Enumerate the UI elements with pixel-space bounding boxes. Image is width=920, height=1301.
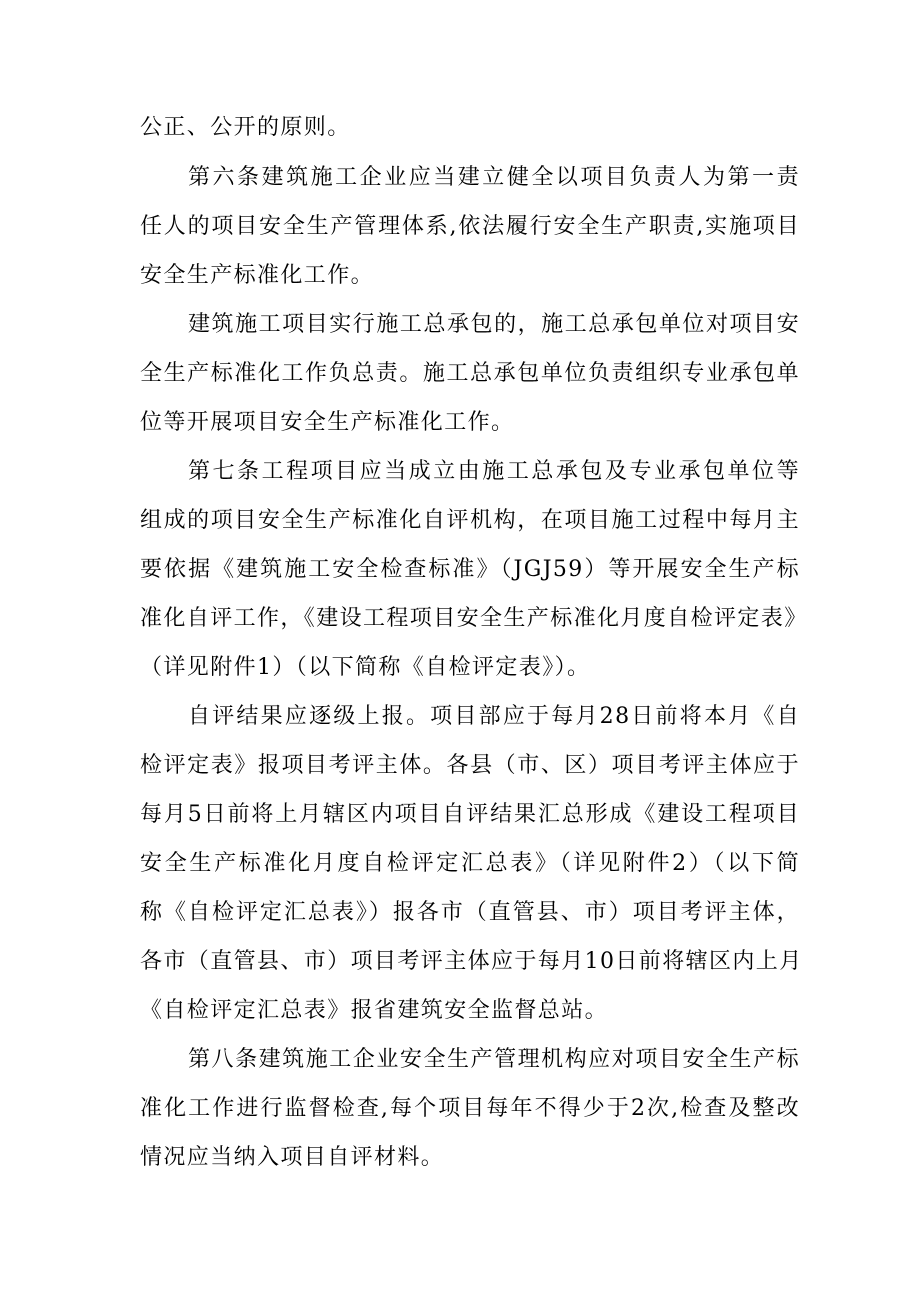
paragraph-line: 每月5日前将上月辖区内项目自评结果汇总形成《建设工程项目 (140, 802, 800, 827)
paragraph-line: 组成的项目安全生产标准化自评机构，在项目施工过程中每月主 (140, 508, 800, 533)
paragraph-line: 第七条工程项目应当成立由施工总承包及专业承包单位等 (188, 459, 800, 484)
paragraph-line: 称《自检评定汇总表》）报各市（直管县、市）项目考评主体， (140, 900, 800, 925)
paragraph-line: 自评结果应逐级上报。项目部应于每月28日前将本月《自 (188, 704, 800, 729)
paragraph-line: 全生产标准化工作负总责。施工总承包单位负责组织专业承包单 (140, 361, 800, 386)
paragraph-line: 准化自评工作，《建设工程项目安全生产标准化月度自检评定表》 (140, 606, 808, 631)
paragraph-line: 公正、公开的原则。 (140, 115, 351, 140)
paragraph-line: 情况应当纳入项目自评材料。 (140, 1145, 445, 1170)
paragraph-line: 安全生产标准化工作。 (140, 263, 375, 288)
paragraph-line: 位等开展项目安全生产标准化工作。 (140, 410, 515, 435)
paragraph-line: 检评定表》报项目考评主体。各县（市、区）项目考评主体应于 (140, 753, 800, 778)
paragraph-line: 任人的项目安全生产管理体系,依法履行安全生产职责,实施项目 (140, 214, 800, 239)
paragraph-line: 第六条建筑施工企业应当建立健全以项目负责人为第一责 (188, 165, 800, 190)
paragraph-line: 第八条建筑施工企业安全生产管理机构应对项目安全生产标 (188, 1047, 800, 1072)
paragraph-line: 《自检评定汇总表》报省建筑安全监督总站。 (140, 998, 609, 1023)
paragraph-line: 各市（直管县、市）项目考评主体应于每月10日前将辖区内上月 (140, 949, 803, 974)
paragraph-line: 建筑施工项目实行施工总承包的，施工总承包单位对项目安 (188, 312, 800, 337)
paragraph-line: （详见附件1）（以下简称《自检评定表》）。 (140, 655, 591, 680)
paragraph-line: 安全生产标准化月度自检评定汇总表》（详见附件2）（以下简 (140, 851, 800, 876)
paragraph-line: 准化工作进行监督检查,每个项目每年不得少于2次,检查及整改 (140, 1096, 800, 1121)
paragraph-line: 要依据《建筑施工安全检查标准》（JGJ59）等开展安全生产标 (140, 557, 800, 582)
